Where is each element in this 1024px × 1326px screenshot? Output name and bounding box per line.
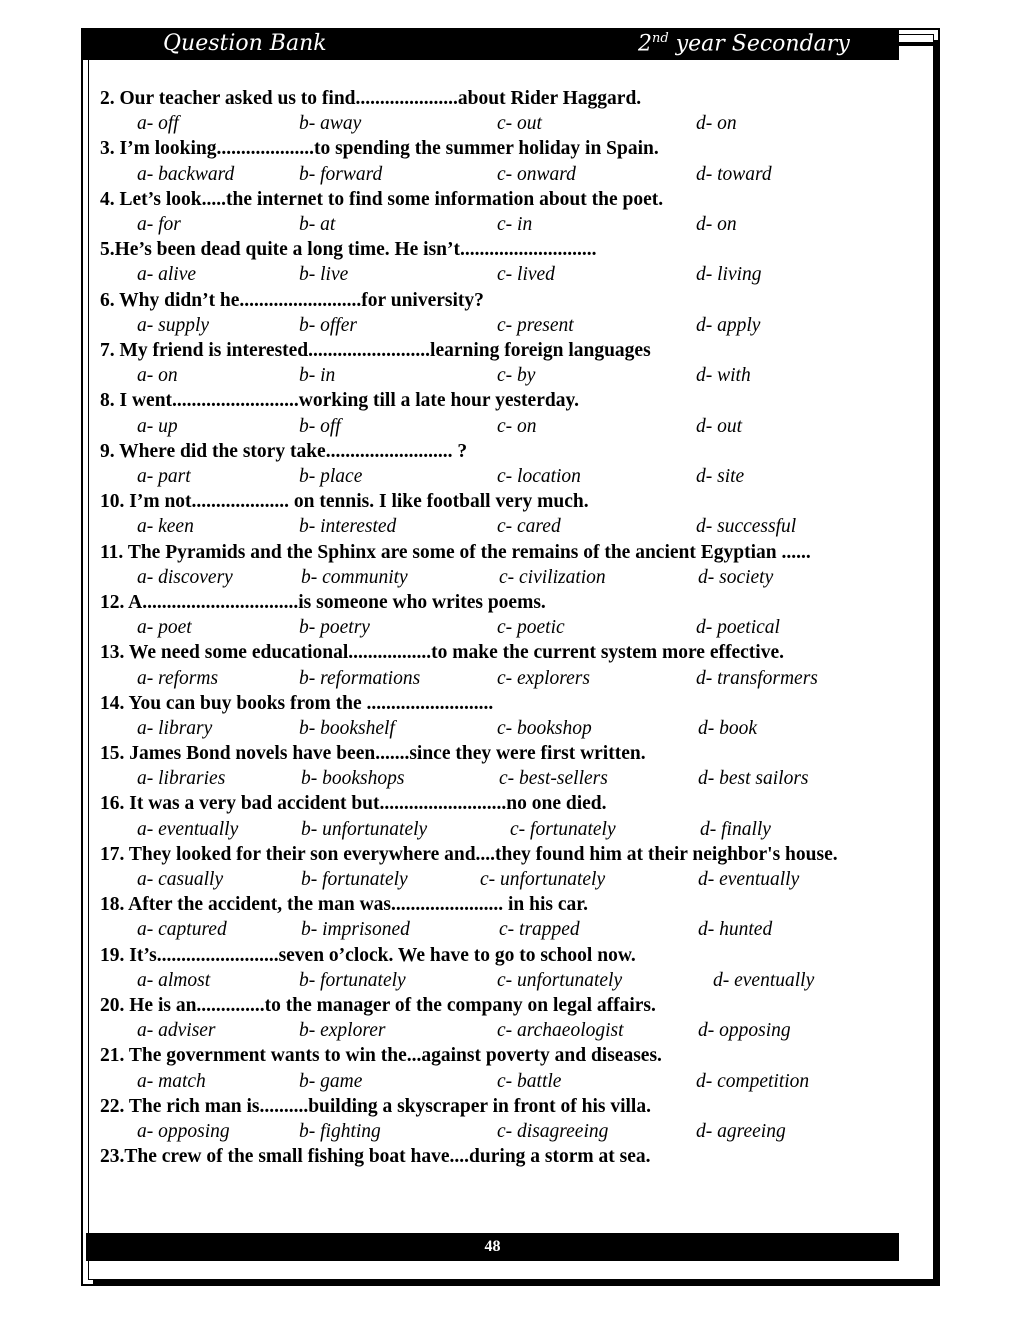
answer-option-a: a- match (137, 1070, 206, 1092)
answer-option-c: c- archaeologist (497, 1020, 624, 1042)
answer-option-c: c- location (497, 465, 581, 487)
answer-option-c: c- disagreeing (497, 1121, 609, 1143)
answer-option-a: a- backward (137, 163, 235, 185)
answer-option-a: a- adviser (137, 1020, 216, 1042)
answer-option-d: d- transformers (696, 667, 818, 689)
question-text: 16. It was a very bad accident but..........................no one died. (100, 793, 607, 815)
answer-options (100, 666, 900, 691)
answer-option-d: d- apply (696, 314, 761, 336)
answer-option-c: c- explorers (497, 667, 590, 689)
question-text: 4. Let’s look.....the internet to find some information about the poet. (100, 188, 664, 210)
answer-option-c: c- battle (497, 1070, 562, 1092)
answer-option-a: a- on (137, 365, 178, 387)
answer-options (100, 1119, 900, 1144)
answer-option-c: c- trapped (499, 919, 580, 941)
answer-option-a: a- supply (137, 314, 210, 336)
answer-option-a: a- alive (137, 264, 197, 286)
answer-option-a: a- part (137, 465, 191, 487)
header-rule (899, 42, 935, 46)
answer-options (100, 313, 900, 338)
answer-option-d: d- society (698, 566, 774, 588)
answer-option-b: b- bookshelf (299, 717, 395, 739)
answer-options (100, 867, 900, 892)
answer-option-c: c- cared (497, 516, 561, 538)
answer-option-c: c- civilization (499, 566, 606, 588)
header-title: Question Bank (163, 31, 327, 56)
answer-option-d: d- book (698, 717, 758, 739)
answer-options (100, 162, 900, 187)
footer-bar (86, 1233, 899, 1261)
question-text: 19. It’s.........................seven o’clock. We have to go to school now. (100, 944, 636, 966)
answer-option-a: a- up (137, 415, 178, 437)
question-text: 18. After the accident, the man was....................... in his car. (100, 894, 589, 916)
answer-option-b: b- in (299, 365, 336, 387)
question-text: 17. They looked for their son everywhere and....they found him at their neighbor's house. (100, 843, 838, 865)
answer-options (100, 716, 900, 741)
question-list (100, 86, 900, 1169)
question-text: 6. Why didn’t he.........................for university? (100, 289, 484, 311)
header-bar (83, 30, 899, 60)
answer-option-d: d- on (696, 113, 737, 135)
answer-option-d: d- eventually (698, 869, 800, 891)
answer-option-c: c- out (497, 113, 542, 135)
answer-option-b: b- reformations (299, 667, 421, 689)
answer-option-a: a- keen (137, 516, 194, 538)
answer-option-d: d- eventually (713, 969, 815, 991)
answer-option-d: d- toward (696, 163, 772, 185)
answer-option-d: d- with (696, 365, 751, 387)
answer-option-d: d- living (696, 264, 762, 286)
question-text: 11. The Pyramids and the Sphinx are some of the remains of the ancient Egyptian ...... (100, 541, 811, 563)
answer-option-a: a- library (137, 717, 213, 739)
answer-option-a: a- libraries (137, 768, 226, 790)
answer-option-a: a- poet (137, 617, 192, 639)
answer-options (100, 1018, 900, 1043)
answer-options (100, 565, 900, 590)
answer-option-b: b- bookshops (301, 768, 405, 790)
answer-option-c: c- poetic (497, 617, 565, 639)
answer-option-c: c- onward (497, 163, 576, 185)
answer-options (100, 212, 900, 237)
answer-option-d: d- out (696, 415, 743, 437)
answer-option-a: a- off (137, 113, 179, 135)
answer-option-c: c- unfortunately (497, 969, 623, 991)
question-text: 10. I’m not.................... on tennis. I like football very much. (100, 491, 589, 513)
answer-option-a: a- opposing (137, 1121, 230, 1143)
answer-options (100, 1069, 900, 1094)
answer-option-c: c- lived (497, 264, 555, 286)
answer-option-b: b- place (299, 465, 363, 487)
answer-option-d: d- agreeing (696, 1121, 786, 1143)
answer-option-a: a- reforms (137, 667, 219, 689)
question-text: 15. James Bond novels have been.......since they were first written. (100, 743, 646, 765)
answer-option-d: d- site (696, 465, 745, 487)
answer-options (100, 615, 900, 640)
answer-option-c: c- in (497, 213, 533, 235)
answer-option-b: b- community (301, 566, 408, 588)
answer-option-b: b- offer (299, 314, 357, 336)
answer-option-b: b- live (299, 264, 349, 286)
answer-option-a: a- discovery (137, 566, 233, 588)
page-frame-shadow-bottom (93, 1280, 940, 1286)
answer-options (100, 514, 900, 539)
answer-option-d: d- hunted (698, 919, 773, 941)
answer-option-b: b- fighting (299, 1121, 381, 1143)
answer-option-c: c- by (497, 365, 536, 387)
answer-option-c: c- unfortunately (480, 869, 606, 891)
answer-option-c: c- present (497, 314, 574, 336)
answer-option-b: b- forward (299, 163, 383, 185)
answer-options (100, 968, 900, 993)
answer-option-a: a- captured (137, 919, 227, 941)
answer-options (100, 766, 900, 791)
answer-option-b: b- imprisoned (301, 919, 410, 941)
answer-options (100, 262, 900, 287)
answer-options (100, 363, 900, 388)
answer-options (100, 464, 900, 489)
question-text: 5.He’s been dead quite a long time. He isn’t............................ (100, 239, 597, 261)
answer-option-a: a- almost (137, 969, 211, 991)
question-text: 20. He is an..............to the manager of the company on legal affairs. (100, 995, 656, 1017)
answer-option-d: d- opposing (698, 1020, 791, 1042)
answer-option-b: b- interested (299, 516, 397, 538)
answer-option-c: c- fortunately (510, 818, 616, 840)
answer-options (100, 111, 900, 136)
answer-option-a: a- casually (137, 869, 224, 891)
answer-option-c: c- on (497, 415, 537, 437)
answer-options (100, 917, 900, 942)
question-text: 23.The crew of the small fishing boat have....during a storm at sea. (100, 1146, 651, 1168)
answer-options (100, 817, 900, 842)
answer-option-d: d- on (696, 213, 737, 235)
answer-option-c: c- bookshop (497, 717, 592, 739)
question-text: 22. The rich man is..........building a skyscraper in front of his villa. (100, 1095, 651, 1117)
question-text: 3. I’m looking....................to spending the summer holiday in Spain. (100, 138, 659, 160)
answer-option-d: d- finally (700, 818, 771, 840)
question-text: 13. We need some educational.................to make the current system more effective. (100, 642, 784, 664)
answer-option-b: b- fortunately (299, 969, 406, 991)
question-text: 14. You can buy books from the .......................... (100, 692, 494, 714)
answer-option-b: b- fortunately (301, 869, 408, 891)
answer-option-c: c- best-sellers (499, 768, 608, 790)
page-number: 48 (484, 1238, 501, 1255)
page-frame-shadow-right (934, 40, 940, 1286)
question-text: 7. My friend is interested.........................learning foreign languages (100, 339, 651, 361)
answer-option-b: b- away (299, 113, 362, 135)
answer-option-d: d- successful (696, 516, 797, 538)
answer-option-d: d- best sailors (698, 768, 809, 790)
answer-options (100, 414, 900, 439)
answer-option-b: b- poetry (299, 617, 370, 639)
answer-option-b: b- explorer (299, 1020, 386, 1042)
answer-option-d: d- poetical (696, 617, 780, 639)
answer-option-b: b- game (299, 1070, 363, 1092)
question-text: 8. I went..........................working till a late hour yesterday. (100, 390, 580, 412)
question-text: 2. Our teacher asked us to find.....................about Rider Haggard. (100, 88, 642, 109)
answer-option-b: b- off (299, 415, 341, 437)
answer-option-a: a- for (137, 213, 181, 235)
answer-option-b: b- unfortunately (301, 818, 428, 840)
question-text: 21. The government wants to win the...against poverty and diseases. (100, 1045, 662, 1067)
header-grade: 2nd year Secondary (638, 31, 850, 57)
question-text: 9. Where did the story take.......................... ? (100, 440, 468, 462)
answer-option-b: b- at (299, 213, 336, 235)
answer-option-d: d- competition (696, 1070, 810, 1092)
question-text: 12. A................................is someone who writes poems. (100, 591, 546, 613)
answer-option-a: a- eventually (137, 818, 239, 840)
